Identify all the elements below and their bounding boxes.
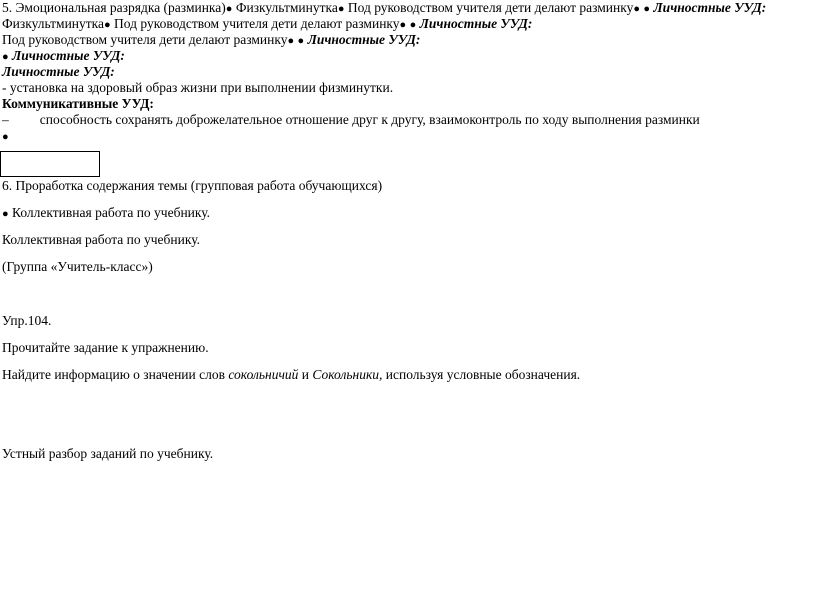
line-fizminutka — [2, 16, 532, 33]
bullet-icon: ● — [2, 131, 9, 143]
collective-work-text: Коллективная работа по учебнику. — [8, 205, 211, 220]
bullet-icon: ● — [633, 3, 641, 15]
word-sokolniki: Сокольники, — [312, 367, 383, 382]
word-sokolnichiy: сокольничий — [228, 367, 299, 382]
warmup-text: Под руководством учителя дети делают разминку — [110, 16, 400, 31]
bullet-icon: ● — [297, 35, 305, 47]
bullet-icon: ● — [399, 19, 407, 31]
personal-uud-text: - установка на здоровый образ жизни при выполнении физминутки. — [2, 80, 394, 95]
section6-title: 6. Проработка содержания темы (групповая работа обучающихся) — [2, 178, 383, 193]
bullet-icon: ● — [2, 208, 9, 220]
dash-icon: – — [2, 112, 9, 127]
warmup-text: Под руководством учителя дети делают разминку — [2, 32, 288, 47]
read-task-text: Прочитайте задание к упражнению. — [2, 340, 209, 355]
comm-uud-text: способность сохранять доброжелательное отношение друг к другу, взаимоконтроль по ходу выполнения разминки — [39, 112, 700, 127]
section5-title: 5. Эмоциональная разрядка (разминка) — [2, 0, 226, 15]
oral-review-text: Устный разбор заданий по учебнику. — [2, 446, 214, 461]
personal-uud-label: Личностные УУД: — [650, 0, 767, 15]
personal-uud-label: Личностные УУД: — [8, 48, 125, 63]
personal-uud-label: Личностные УУД: — [304, 32, 421, 47]
group-text: (Группа «Учитель-класс») — [2, 259, 153, 274]
bullet-icon: ● — [643, 3, 651, 15]
conjunction-text: и — [298, 367, 313, 382]
warmup-text: Под руководством учителя дети делают разминку — [344, 0, 634, 15]
find-info-text: Найдите информацию о значении слов — [2, 367, 229, 382]
bullet-icon: ● — [104, 19, 111, 31]
find-info-ending: используя условные обозначения. — [382, 367, 581, 382]
empty-frame — [0, 151, 100, 177]
collective-bullet-line — [2, 205, 210, 222]
personal-uud-label: Личностные УУД: — [416, 16, 533, 31]
fizminutka-text: Физкультминутка — [2, 16, 105, 31]
bullet-icon: ● — [2, 51, 9, 63]
line-warmup — [2, 32, 420, 49]
line-personal-bullet — [2, 48, 125, 65]
bullet-icon: ● — [337, 3, 345, 15]
line-emotional-break — [2, 0, 766, 17]
find-info-line — [2, 367, 580, 383]
collective-work-text: Коллективная работа по учебнику. — [2, 232, 201, 247]
line-bullet-alone — [2, 128, 9, 145]
bullet-icon: ● — [287, 35, 295, 47]
bullet-icon: ● — [225, 3, 233, 15]
comm-uud-heading: Коммуникативные УУД: — [2, 96, 154, 111]
personal-uud-heading: Личностные УУД: — [2, 64, 115, 79]
comm-uud-line — [2, 112, 700, 128]
fizminutka-text: Физкультминутка — [232, 0, 338, 15]
bullet-icon: ● — [409, 19, 417, 31]
exercise-number: Упр.104. — [2, 313, 52, 328]
